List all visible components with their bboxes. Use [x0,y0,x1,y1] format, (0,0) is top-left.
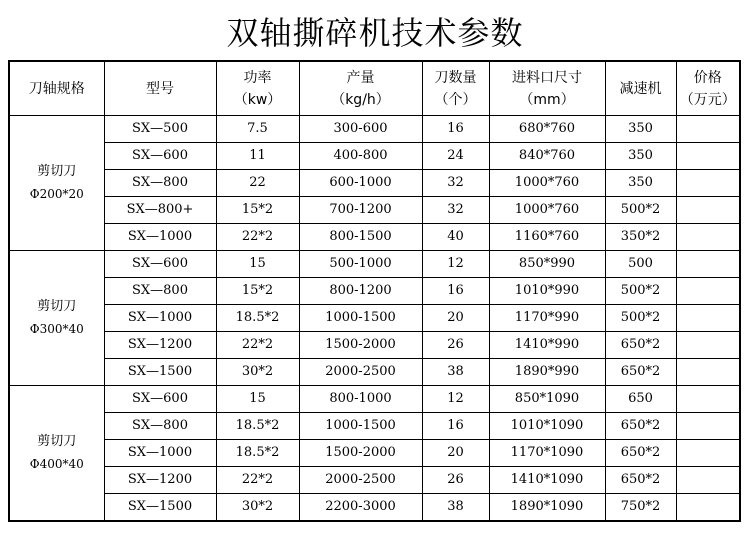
reducer-cell: 650*2 [605,440,676,467]
reducer-cell: 650*2 [605,413,676,440]
blades-cell: 32 [422,170,489,197]
output-cell: 2000-2500 [299,359,422,386]
blade-type-label: 剪切刀 [37,299,77,314]
spec-table [8,60,741,522]
power-cell: 18.5*2 [216,305,299,332]
price-cell [676,116,740,143]
blades-cell: 16 [422,278,489,305]
model-cell: SX—800 [104,278,216,305]
reducer-cell: 650*2 [605,467,676,494]
blades-cell: 38 [422,494,489,522]
output-cell: 800-1200 [299,278,422,305]
model-cell: SX—600 [104,251,216,278]
power-cell: 15*2 [216,197,299,224]
model-cell: SX—500 [104,116,216,143]
output-cell: 800-1500 [299,224,422,251]
power-cell: 22*2 [216,224,299,251]
output-cell: 300-600 [299,116,422,143]
header-output: 产量 （kg/h） [299,61,422,116]
feed-size-cell: 1170*990 [489,305,605,332]
table-row [9,359,740,386]
output-cell: 1000-1500 [299,305,422,332]
blades-cell: 12 [422,251,489,278]
table-row [9,170,740,197]
output-cell: 1500-2000 [299,440,422,467]
blades-cell: 12 [422,386,489,413]
output-cell: 700-1200 [299,197,422,224]
model-cell: SX—1200 [104,332,216,359]
blade-spec-group-cell [9,116,104,251]
reducer-cell: 350 [605,170,676,197]
feed-size-cell: 1000*760 [489,170,605,197]
feed-size-cell: 850*990 [489,251,605,278]
blades-cell: 32 [422,197,489,224]
reducer-cell: 650*2 [605,332,676,359]
table-row [9,332,740,359]
header-blades: 刀数量 （个） [422,61,489,116]
table-row [9,440,740,467]
table-row [9,278,740,305]
header-model: 型号 [104,61,216,116]
spec-table-body [9,116,740,522]
power-cell: 15*2 [216,278,299,305]
feed-size-cell: 1160*760 [489,224,605,251]
price-cell [676,386,740,413]
model-cell: SX—1000 [104,224,216,251]
power-cell: 22*2 [216,467,299,494]
feed-size-cell: 1170*1090 [489,440,605,467]
header-feed-size: 进料口尺寸 （mm） [489,61,605,116]
table-row [9,143,740,170]
blade-size-label: Φ300*40 [29,322,84,336]
output-cell: 2000-2500 [299,467,422,494]
price-cell [676,251,740,278]
table-row [9,197,740,224]
blade-type-label: 剪切刀 [37,164,77,179]
blade-spec-group-cell [9,251,104,386]
price-cell [676,359,740,386]
table-row [9,305,740,332]
price-cell [676,440,740,467]
feed-size-cell: 850*1090 [489,386,605,413]
price-cell [676,197,740,224]
blades-cell: 26 [422,332,489,359]
power-cell: 30*2 [216,494,299,522]
power-cell: 15 [216,386,299,413]
blades-cell: 26 [422,467,489,494]
reducer-cell: 650*2 [605,359,676,386]
reducer-cell: 500*2 [605,305,676,332]
price-cell [676,143,740,170]
power-cell: 30*2 [216,359,299,386]
blade-type-label: 剪切刀 [37,434,77,449]
power-cell: 11 [216,143,299,170]
output-cell: 800-1000 [299,386,422,413]
header-row [9,61,740,116]
blades-cell: 20 [422,440,489,467]
price-cell [676,305,740,332]
feed-size-cell: 1890*1090 [489,494,605,522]
reducer-cell: 500*2 [605,197,676,224]
model-cell: SX—1500 [104,359,216,386]
feed-size-cell: 1890*990 [489,359,605,386]
blades-cell: 40 [422,224,489,251]
blade-spec-group-cell [9,386,104,522]
header-power: 功率 （kw） [216,61,299,116]
reducer-cell: 350 [605,143,676,170]
reducer-cell: 500 [605,251,676,278]
output-cell: 2200-3000 [299,494,422,522]
model-cell: SX—1000 [104,440,216,467]
power-cell: 22*2 [216,332,299,359]
table-row [9,467,740,494]
power-cell: 18.5*2 [216,413,299,440]
reducer-cell: 350*2 [605,224,676,251]
feed-size-cell: 1010*990 [489,278,605,305]
output-cell: 500-1000 [299,251,422,278]
price-cell [676,494,740,522]
model-cell: SX—1000 [104,305,216,332]
power-cell: 7.5 [216,116,299,143]
price-cell [676,224,740,251]
feed-size-cell: 1000*760 [489,197,605,224]
blades-cell: 16 [422,116,489,143]
table-row [9,224,740,251]
output-cell: 400-800 [299,143,422,170]
model-cell: SX—800+ [104,197,216,224]
reducer-cell: 350 [605,116,676,143]
power-cell: 22 [216,170,299,197]
output-cell: 1000-1500 [299,413,422,440]
blades-cell: 16 [422,413,489,440]
table-row [9,494,740,522]
model-cell: SX—600 [104,143,216,170]
feed-size-cell: 680*760 [489,116,605,143]
blades-cell: 38 [422,359,489,386]
feed-size-cell: 1410*990 [489,332,605,359]
reducer-cell: 650 [605,386,676,413]
table-row [9,251,740,278]
header-reducer: 减速机 [605,61,676,116]
table-row [9,386,740,413]
model-cell: SX—800 [104,170,216,197]
feed-size-cell: 1410*1090 [489,467,605,494]
model-cell: SX—1200 [104,467,216,494]
table-row [9,116,740,143]
blade-size-label: Φ200*20 [29,187,84,201]
model-cell: SX—800 [104,413,216,440]
price-cell [676,332,740,359]
output-cell: 600-1000 [299,170,422,197]
blades-cell: 24 [422,143,489,170]
blades-cell: 20 [422,305,489,332]
power-cell: 18.5*2 [216,440,299,467]
page-title: 双轴撕碎机技术参数 [226,14,524,52]
table-row [9,413,740,440]
header-blade-spec: 刀轴规格 [9,61,104,116]
output-cell: 1500-2000 [299,332,422,359]
price-cell [676,413,740,440]
feed-size-cell: 840*760 [489,143,605,170]
model-cell: SX—600 [104,386,216,413]
header-price: 价格 （万元） [676,61,740,116]
reducer-cell: 500*2 [605,278,676,305]
model-cell: SX—1500 [104,494,216,522]
reducer-cell: 750*2 [605,494,676,522]
price-cell [676,467,740,494]
blade-size-label: Φ400*40 [29,457,84,471]
price-cell [676,170,740,197]
power-cell: 15 [216,251,299,278]
feed-size-cell: 1010*1090 [489,413,605,440]
price-cell [676,278,740,305]
